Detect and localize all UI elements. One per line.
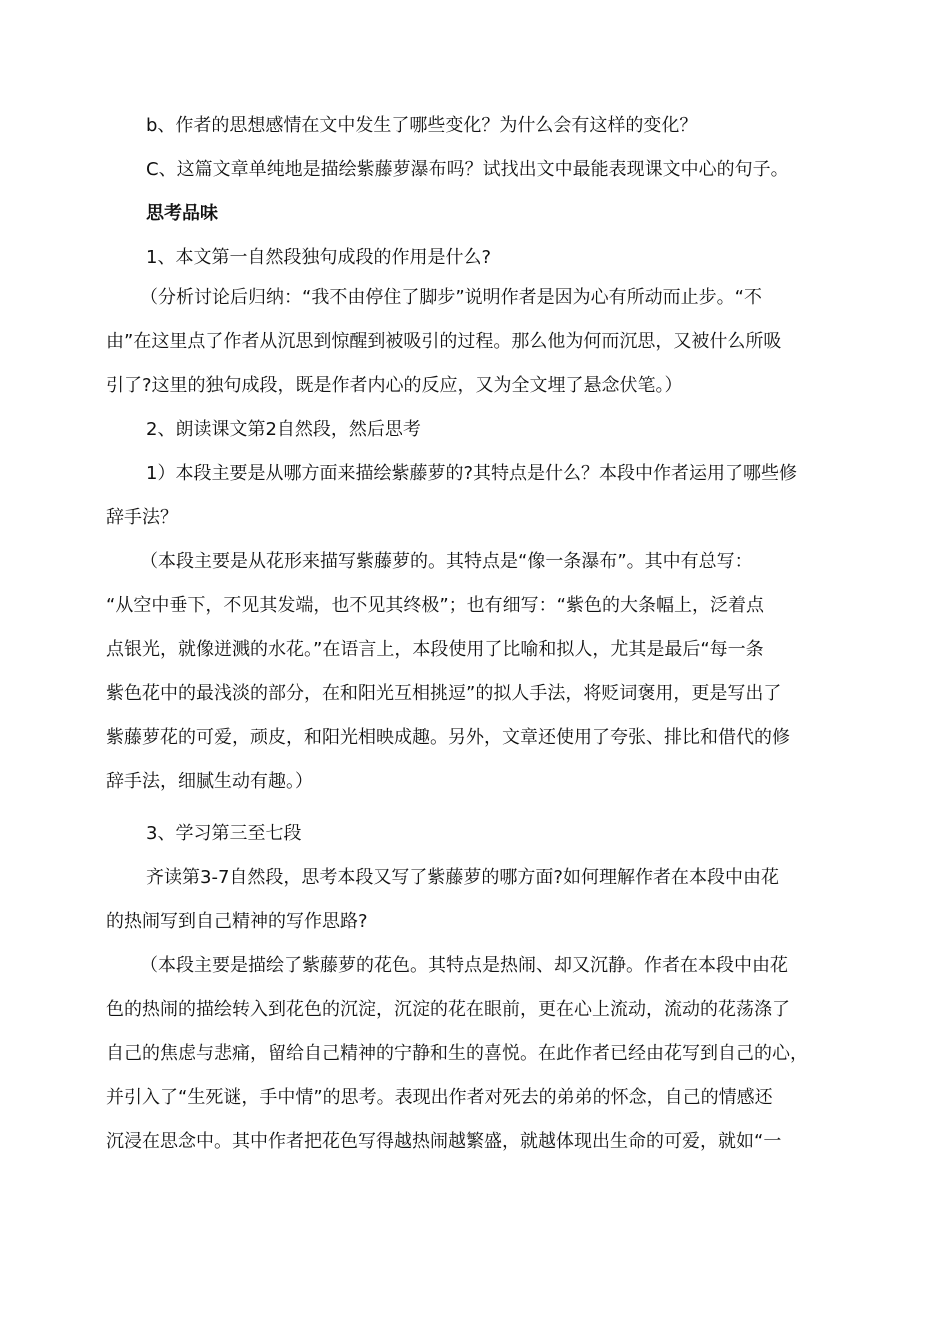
question-3-line-1: 齐读第3-7自然段，思考本段又写了紫藤萝的哪方面?如何理解作者在本段中由花 — [146, 867, 779, 888]
answer-2-line-2: “从空中垂下，不见其发端，也不见其终极”；也有细写：“紫色的大条幅上，泛着点 — [106, 595, 764, 616]
answer-1-line-1: （分析讨论后归纳：“我不由停住了脚步”说明作者是因为心有所动而止步。“不 — [140, 287, 762, 308]
question-1: 1、本文第一自然段独句成段的作用是什么? — [146, 247, 492, 268]
section-3-title: 3、学习第三至七段 — [146, 823, 302, 844]
answer-2-line-3: 点银光，就像迸溅的水花。”在语言上，本段使用了比喻和拟人，尤其是最后“每一条 — [106, 639, 764, 660]
answer-1-line-3: 引了?这里的独句成段，既是作者内心的反应，又为全文埋了悬念伏笔。） — [106, 375, 683, 396]
question-2-sub-line-1: 1）本段主要是从哪方面来描绘紫藤萝的?其特点是什么？本段中作者运用了哪些修 — [146, 463, 798, 484]
answer-2-line-4: 紫色花中的最浅淡的部分，在和阳光互相挑逗”的拟人手法，将贬词褒用，更是写出了 — [106, 683, 782, 704]
answer-2-line-1: （本段主要是从花形来描写紫藤萝的。其特点是“像一条瀑布”。其中有总写： — [140, 551, 753, 572]
answer-3-line-5: 沉浸在思念中。其中作者把花色写得越热闹越繁盛，就越体现出生命的可爱，就如“一 — [106, 1131, 782, 1152]
question-2-sub-line-2: 辞手法？ — [106, 507, 178, 528]
answer-2-line-6: 辞手法，细腻生动有趣。） — [106, 771, 313, 792]
answer-3-line-2: 色的热闹的描绘转入到花色的沉淀，沉淀的花在眼前，更在心上流动，流动的花荡涤了 — [106, 999, 790, 1020]
answer-3-line-4: 并引入了“生死谜，手中情”的思考。表现出作者对死去的弟弟的怀念，自己的情感还 — [106, 1087, 773, 1108]
section-heading: 思考品味 — [146, 203, 218, 224]
question-2: 2、朗读课文第2自然段，然后思考 — [146, 419, 421, 440]
answer-1-line-2: 由”在这里点了作者从沉思到惊醒到被吸引的过程。那么他为何而沉思，又被什么所吸 — [106, 331, 782, 352]
answer-2-line-5: 紫藤萝花的可爱，顽皮，和阳光相映成趣。另外，文章还使用了夸张、排比和借代的修 — [106, 727, 790, 748]
answer-3-line-1: （本段主要是描绘了紫藤萝的花色。其特点是热闹、却又沉静。作者在本段中由花 — [140, 955, 788, 976]
question-b: b、作者的思想感情在文中发生了哪些变化？为什么会有这样的变化？ — [146, 115, 698, 136]
answer-3-line-3: 自己的焦虑与悲痛，留给自己精神的宁静和生的喜悦。在此作者已经由花写到自己的心， — [106, 1043, 808, 1064]
question-3-line-2: 的热闹写到自己精神的写作思路? — [106, 911, 368, 932]
question-c: C、这篇文章单纯地是描绘紫藤萝瀑布吗？试找出文中最能表现课文中心的句子。 — [146, 159, 789, 180]
